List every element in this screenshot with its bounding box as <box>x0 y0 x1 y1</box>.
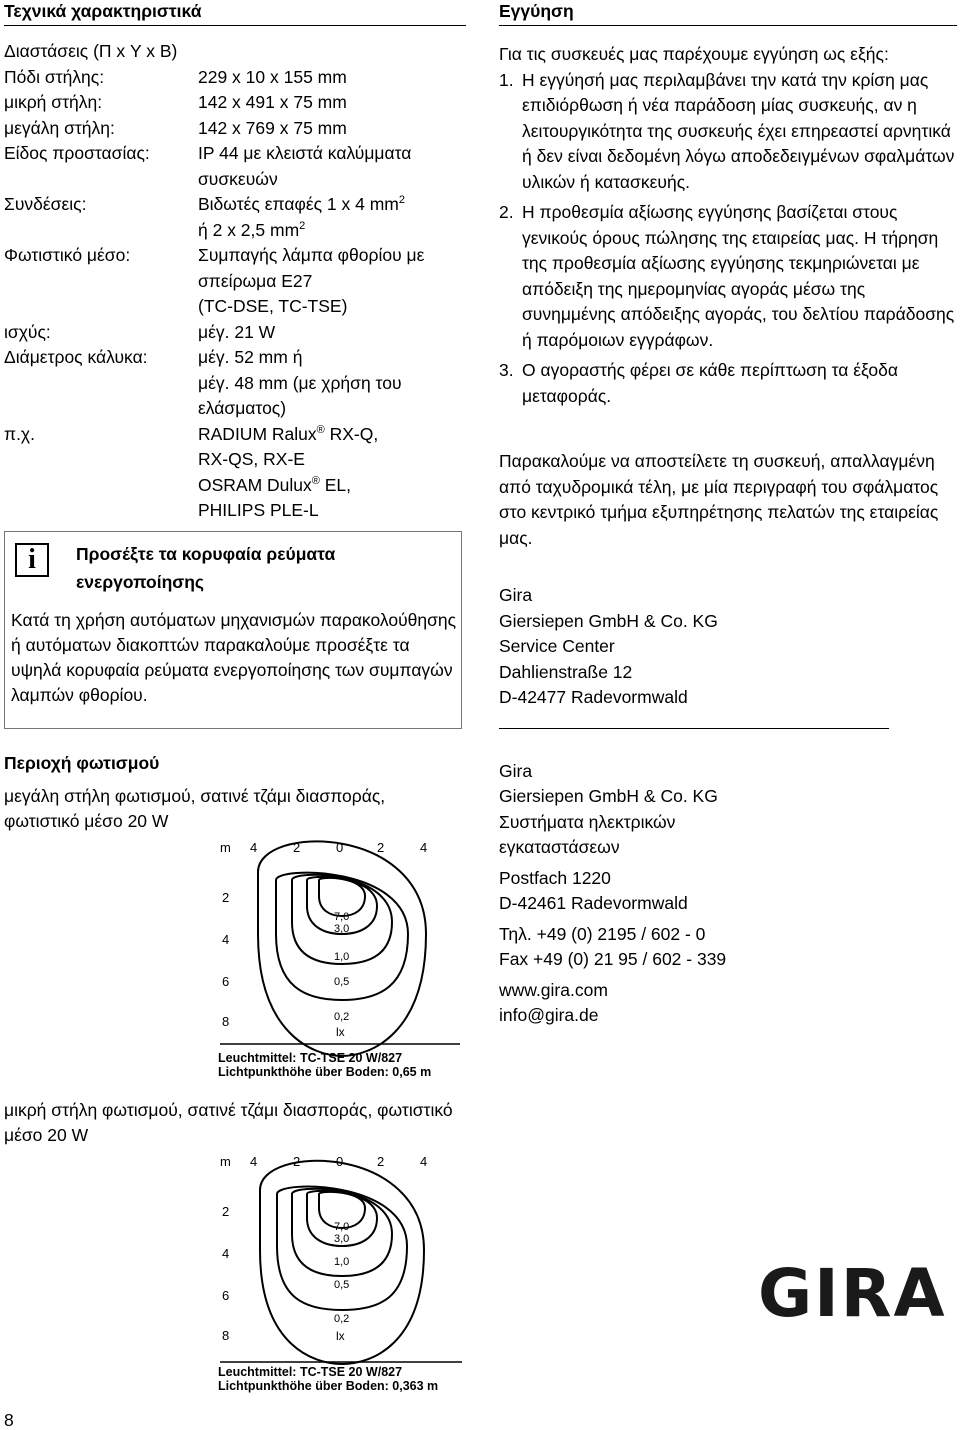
x-tick: 2 <box>293 840 301 855</box>
divider <box>499 728 889 729</box>
spec-key: Φωτιστικό μέσο: <box>4 245 131 265</box>
warranty-intro: Για τις συσκευές μας παρέχουμε εγγύηση ως εξής: <box>499 44 889 64</box>
spec-value: 142 x 769 x 75 mm <box>198 117 347 138</box>
iso-label: 0,2 <box>334 1313 350 1325</box>
iso-label: 1,0 <box>334 951 350 963</box>
y-tick: 6 <box>222 974 230 989</box>
y-tick: 6 <box>222 1288 230 1303</box>
isolux-0-5 <box>277 1187 407 1310</box>
y-tick: 4 <box>222 1246 230 1261</box>
spec-row <box>4 90 466 116</box>
spec-table <box>4 65 466 524</box>
spec-value: RADIUM Ralux® RX-Q, RX-QS, RX-E OSRAM Dulux® EL, PHILIPS PLE-L <box>198 423 379 520</box>
notice-title: Προσέξτε τα κορυφαία ρεύματα ενεργοποίησης <box>76 544 336 592</box>
send-instructions: Παρακαλούμε να αποστείλετε τη συσκευή, απαλλαγμένη από ταχυδρομικά τέλη, με μία περιγραφή του σφάλματος στο κεντρικό τμήμα εξυπηρέτησης πελατών της εταιρείας μας. <box>499 451 939 548</box>
phone: Τηλ. +49 (0) 2195 / 602 - 0 <box>499 923 706 944</box>
warranty-title: Εγγύηση <box>499 0 957 26</box>
y-tick: 2 <box>222 1204 230 1219</box>
spec-key: Πόδι στήλης: <box>4 66 105 87</box>
inrush-current-notice <box>4 531 462 729</box>
lighting-area-title: Περιοχή φωτισμού <box>4 753 160 773</box>
email-link[interactable]: info@gira.de <box>499 1005 599 1025</box>
list-item: 1. Η εγγύησή μας περιλαμβάνει την κατά την κρίση μας επιδιόρθωση ή νέα παράδοση μίας συσκευής, αν η λειτουργικότητα της συσκευής έχει επηρεαστεί αρνητικά ή δεν είναι δεδομένη λόγω αποδεδειγμένων σφαλμάτων υλικών ή κατασκευής. <box>499 69 955 192</box>
spec-value: μέγ. 52 mm ή μέγ. 48 mm (με χρήση του ελάσματος) <box>198 347 402 418</box>
gira-logo: GIRA <box>758 1255 947 1332</box>
notice-text: Κατά τη χρήση αυτόματων μηχανισμών παρακολούθησης ή αυτόματων διακοπτών παρακαλούμε προσέξτε τα υψηλά κορυφαία ρεύματα ενεργοποίησης των συμπαγών λαμπών φθορίου. <box>11 610 457 705</box>
diagram-caption-2: Lichtpunkthöhe über Boden: 0,363 m <box>218 1379 439 1393</box>
technical-specifications <box>4 0 466 524</box>
spec-value: μέγ. 21 W <box>198 321 276 342</box>
lux-unit: lx <box>336 1329 345 1343</box>
x-tick: 0 <box>336 1154 344 1169</box>
spec-row <box>4 192 466 243</box>
diagram-caption-2: Lichtpunkthöhe über Boden: 0,65 m <box>218 1065 432 1079</box>
service-address: Gira Giersiepen GmbH & Co. KG Service Center Dahlienstraße 12 D-42477 Radevormwald <box>499 585 718 707</box>
spec-key: μεγάλη στήλη: <box>4 117 115 138</box>
spec-value: 229 x 10 x 155 mm <box>198 66 347 87</box>
y-tick: 4 <box>222 932 230 947</box>
tech-title: Τεχνικά χαρακτηριστικά <box>4 0 466 26</box>
y-tick: 8 <box>222 1328 230 1343</box>
iso-label: 7,0 <box>334 1221 350 1233</box>
y-tick: 8 <box>222 1014 230 1029</box>
spec-key: Διάμετρος κάλυκα: <box>4 347 148 367</box>
iso-label: 0,2 <box>334 1011 350 1023</box>
iso-label: 3,0 <box>334 923 350 935</box>
x-tick: 0 <box>336 840 344 855</box>
warranty-list <box>499 68 957 410</box>
unit-label: m <box>220 1154 231 1169</box>
spec-row <box>4 65 466 91</box>
x-tick: 2 <box>377 840 385 855</box>
small-column-light-diagram <box>210 1150 472 1400</box>
x-tick: 4 <box>420 1154 428 1169</box>
spec-value: IP 44 με κλειστά καλύμματα συσκευών <box>198 143 412 189</box>
spec-value: Συμπαγής λάμπα φθορίου με σπείρωμα E27 (TC-DSE, TC-TSE) <box>198 245 425 316</box>
website-link[interactable]: www.gira.com <box>499 979 608 1000</box>
unit-label: m <box>220 840 231 855</box>
spec-row <box>4 320 466 346</box>
x-tick: 4 <box>420 840 428 855</box>
lux-unit: lx <box>336 1025 345 1039</box>
list-item: 2. Η προθεσμία αξίωσης εγγύησης βασίζεται στους γενικούς όρους πώλησης της εταιρείας μας. Η τήρηση της προθεσμία αξίωσης εγγύησης τεκμηριώνεται με απόδειξη της ημερομηνίας αγοράς μέσω της συνημμένης απόδειξης αγοράς, του δελτίου παράδοσης ή παρόμοιων εγγράφων. <box>499 202 955 350</box>
x-tick: 2 <box>377 1154 385 1169</box>
isolux-diagram-svg <box>210 836 470 1081</box>
iso-label: 0,5 <box>334 976 350 988</box>
spec-key: Είδος προστασίας: <box>4 143 150 163</box>
x-tick: 2 <box>293 1154 301 1169</box>
spec-key: ισχύς: <box>4 321 51 342</box>
iso-label: 1,0 <box>334 1256 350 1268</box>
spec-row <box>4 141 466 192</box>
spec-key: μικρή στήλη: <box>4 92 103 112</box>
large-column-light-diagram <box>210 836 470 1086</box>
fax: Fax +49 (0) 21 95 / 602 - 339 <box>499 949 727 969</box>
small-column-description: μικρή στήλη φωτισμού, σατινέ τζάμι διασποράς, φωτιστικό μέσο 20 W <box>4 1100 453 1145</box>
spec-value: Βιδωτές επαφές 1 x 4 $mm^2$ ή 2 x 2,5 $mm^2$ <box>198 194 405 240</box>
spec-row <box>4 422 466 524</box>
list-item: 3. Ο αγοραστής φέρει σε κάθε περίπτωση τα έξοδα μεταφοράς. <box>499 360 898 406</box>
info-icon: i <box>15 543 49 577</box>
x-tick: 4 <box>250 1154 258 1169</box>
company-address: Gira Giersiepen GmbH & Co. KG Συστήματα ηλεκτρικών εγκαταστάσεων Postfach 1220 D-42461 Radevormwald Τηλ. +49 (0) 2195 / 602 - 0 Fax +49 (0) 21 95 / 602 - 339 www.gira.com info@gira.de <box>499 759 957 1029</box>
diagram-caption-1: Leuchtmittel: TC-TSE 20 W/827 <box>218 1365 403 1379</box>
page-number: 8 <box>4 1410 14 1430</box>
diagram-caption-1: Leuchtmittel: TC-TSE 20 W/827 <box>218 1051 403 1065</box>
isolux-diagram-svg <box>210 1150 472 1395</box>
spec-row <box>4 243 466 320</box>
spec-key: Συνδέσεις: <box>4 194 87 214</box>
iso-label: 0,5 <box>334 1279 350 1291</box>
iso-label: 3,0 <box>334 1233 350 1245</box>
spec-row <box>4 116 466 142</box>
large-column-description: μεγάλη στήλη φωτισμού, σατινέ τζάμι διασποράς, φωτιστικό μέσο 20 W <box>4 786 386 831</box>
spec-value: 142 x 491 x 75 mm <box>198 92 347 112</box>
iso-label: 7,0 <box>334 911 350 923</box>
warranty-section <box>499 0 957 1029</box>
isolux-0-2 <box>258 841 426 1056</box>
dimensions-heading: Διαστάσεις (Π x Υ x Β) <box>4 41 178 61</box>
x-tick: 4 <box>250 840 258 855</box>
y-tick: 2 <box>222 890 230 905</box>
spec-row <box>4 345 466 422</box>
spec-key: π.χ. <box>4 423 35 444</box>
